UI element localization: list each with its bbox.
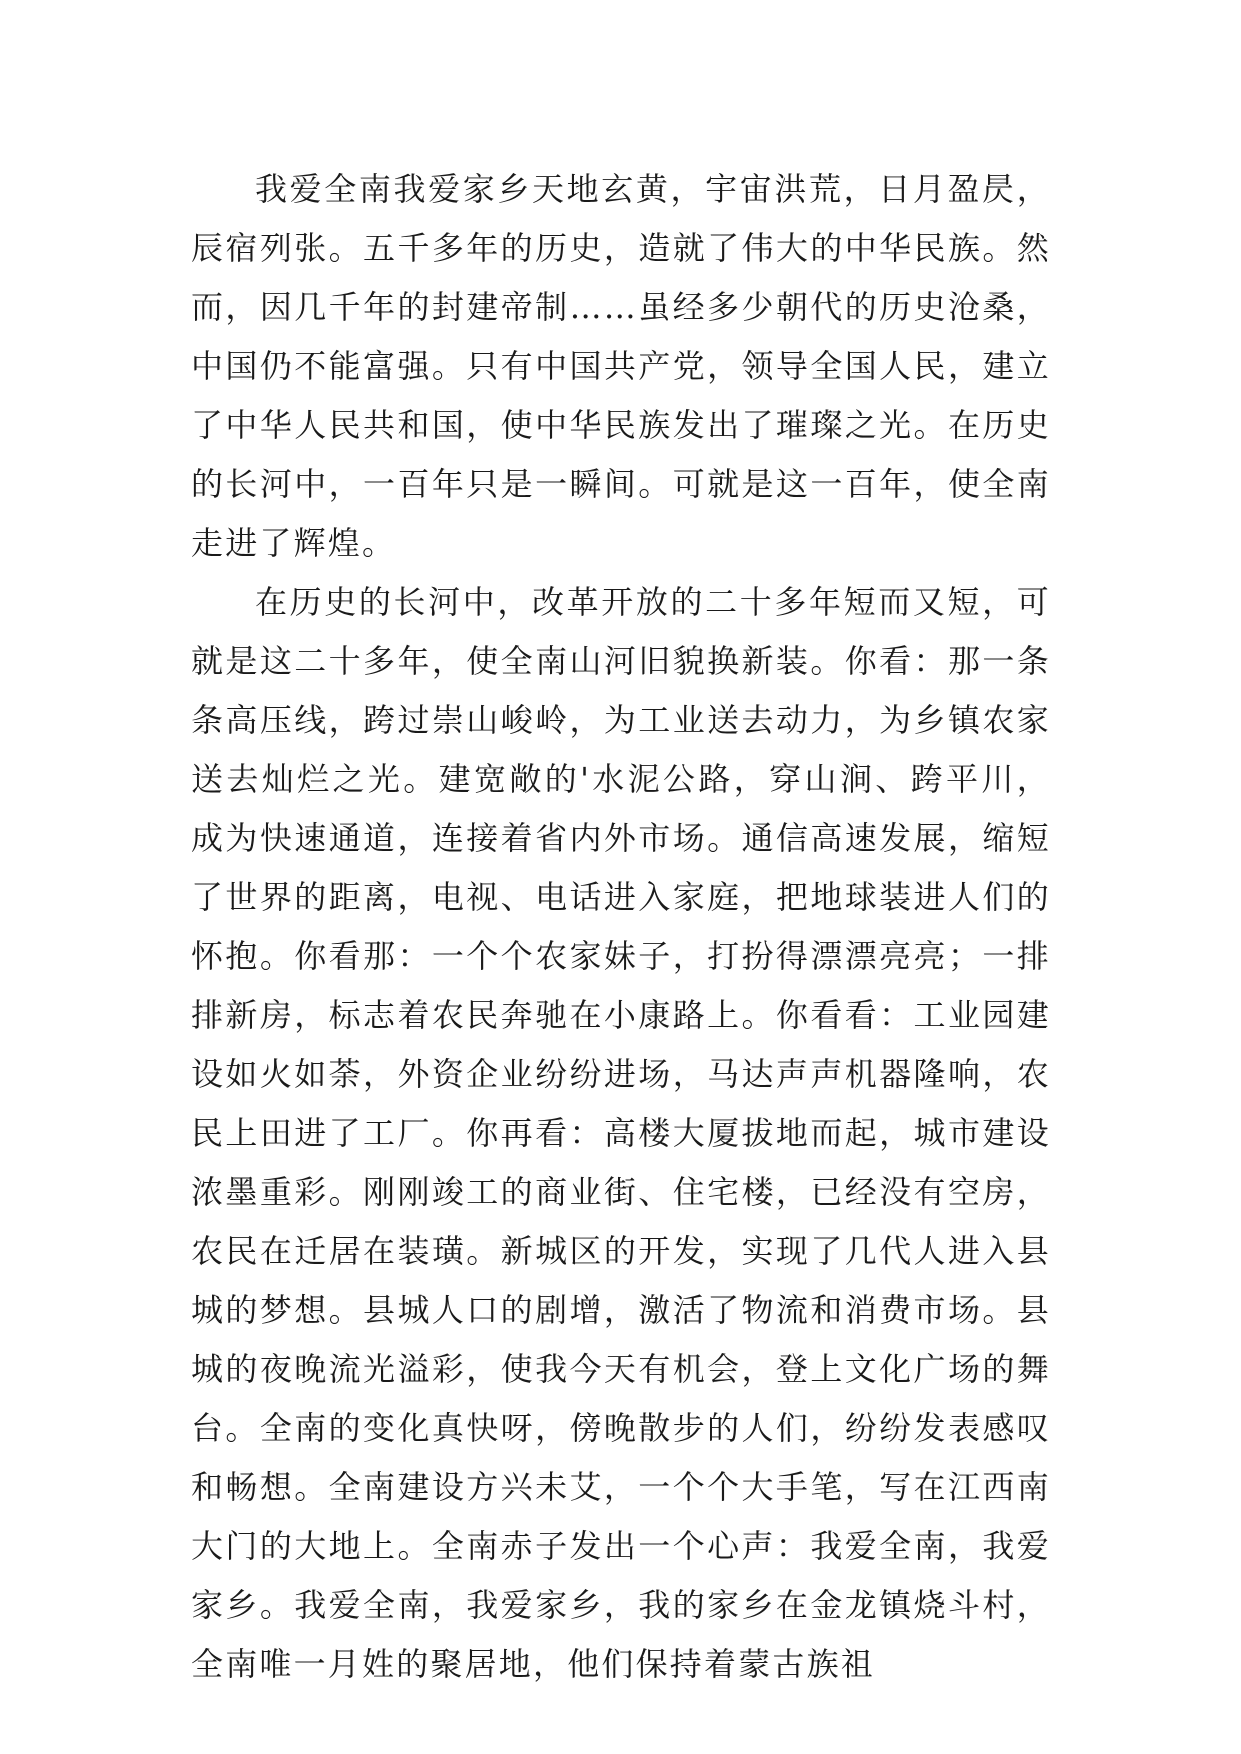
paragraph-1: 我爱全南我爱家乡天地玄黄，宇宙洪荒，日月盈昃，辰宿列张。五千多年的历史，造就了伟大的中华民族。然而，因几千年的封建帝制……虽经多少朝代的历史沧桑，中国仍不能富强。只有中国共产党，领导全国人民，建立了中华人民共和国，使中华民族发出了璀璨之光。在历史的长河中，一百年只是一瞬间。可就是这一百年，使全南走进了辉煌。 bbox=[191, 170, 1051, 562]
paragraph-2: 在历史的长河中，改革开放的二十多年短而又短，可就是这二十多年，使全南山河旧貌换新装。你看：那一条条高压线，跨过崇山峻岭，为工业送去动力，为乡镇农家送去灿烂之光。建宽敞的'水泥公路，穿山涧、跨平川，成为快速通道，连接着省内外市场。通信高速发展，缩短了世界的距离，电视、电话进入家庭，把地球装进人们的怀抱。你看那：一个个农家妹子，打扮得漂漂亮亮；一排排新房，标志着农民奔驰在小康路上。你看看：工业园建设如火如荼，外资企业纷纷进场，马达声声机器隆响，农民上田进了工厂。你再看：高楼大厦拔地而起，城市建设浓墨重彩。刚刚竣工的商业街、住宅楼，已经没有空房，农民在迁居在装璜。新城区的开发，实现了几代人进入县城的梦想。县城人口的剧增，激活了物流和消费市场。县城的夜晚流光溢彩，使我今天有机会，登上文化广场的舞台。全南的变化真快呀，傍晚散步的人们，纷纷发表感叹和畅想。全南建设方兴未艾，一个个大手笔，写在江西南大门的大地上。全南赤子发出一个心声：我爱全南，我爱家乡。我爱全南，我爱家乡，我的家乡在金龙镇烧斗村，全南唯一月姓的聚居地，他们保持着蒙古族祖 bbox=[191, 583, 1051, 1683]
document-body bbox=[191, 160, 1051, 1694]
